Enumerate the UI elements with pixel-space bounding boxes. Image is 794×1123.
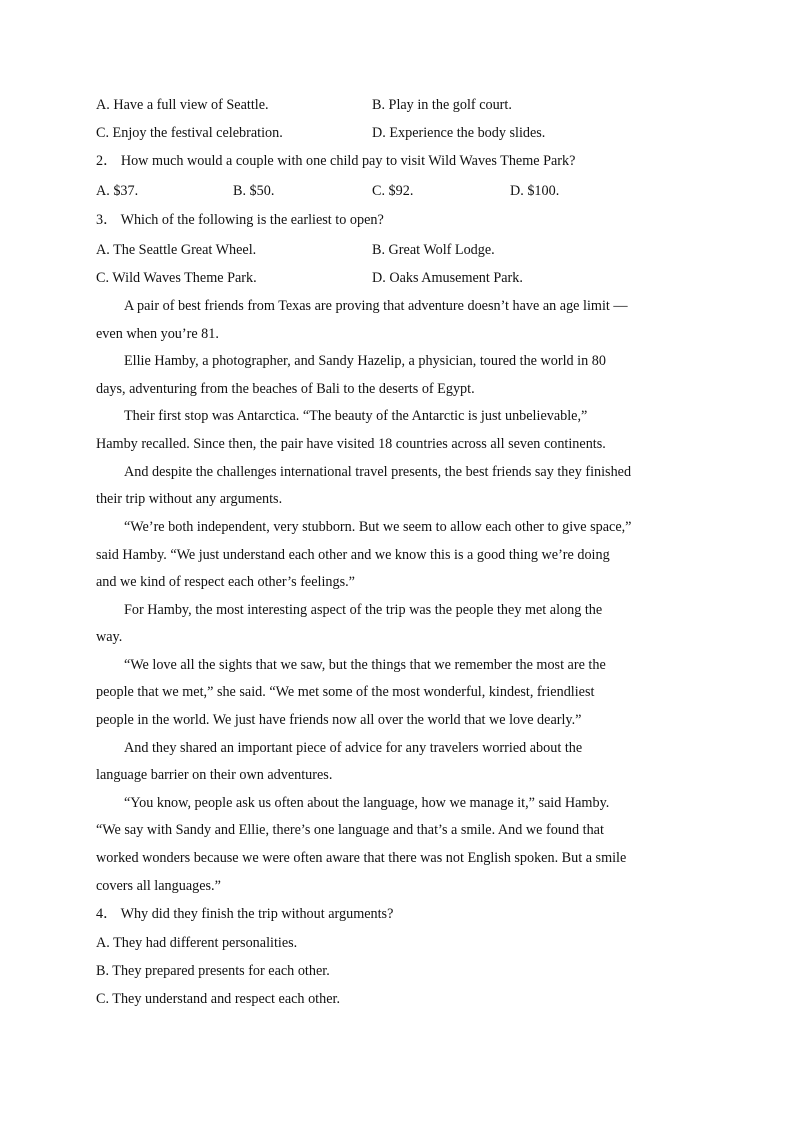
passage-line: and we kind of respect each other’s feelings.”: [96, 574, 355, 590]
passage-line: For Hamby, the most interesting aspect of the trip was the people they met along the: [124, 602, 603, 618]
passage-line: their trip without any arguments.: [96, 491, 283, 507]
q4-stem: 4． Why did they finish the trip without arguments?: [96, 906, 394, 922]
q1-option-c: C. Enjoy the festival celebration.: [96, 125, 283, 141]
q3-option-c: C. Wild Waves Theme Park.: [96, 270, 257, 286]
q4-option-a: A. They had different personalities.: [96, 935, 298, 951]
passage-line: And they shared an important piece of advice for any travelers worried about the: [124, 740, 583, 756]
q2-option-d: D. $100.: [510, 183, 560, 199]
passage-line: people in the world. We just have friends now all over the world that we love dearly.”: [96, 712, 582, 728]
q3-option-d: D. Oaks Amusement Park.: [372, 270, 523, 286]
passage-line: “We’re both independent, very stubborn. But we seem to allow each other to give space,”: [124, 519, 632, 535]
passage-line: A pair of best friends from Texas are proving that adventure doesn’t have an age limit —: [124, 298, 628, 314]
q4-option-b: B. They prepared presents for each other.: [96, 963, 330, 979]
q3-option-row-2: [96, 268, 706, 288]
passage-line: Ellie Hamby, a photographer, and Sandy Hazelip, a physician, toured the world in 80: [124, 353, 606, 369]
q2-option-a: A. $37.: [96, 183, 139, 199]
passage-line: “You know, people ask us often about the language, how we manage it,” said Hamby.: [124, 795, 610, 811]
passage-line: even when you’re 81.: [96, 326, 219, 342]
q1-option-b: B. Play in the golf court.: [372, 97, 512, 113]
passage-line: days, adventuring from the beaches of Bali to the deserts of Egypt.: [96, 381, 475, 397]
q3-option-row-1: [96, 240, 706, 260]
passage-line: “We say with Sandy and Ellie, there’s one language and that’s a smile. And we found that: [96, 822, 604, 838]
q3-option-a: A. The Seattle Great Wheel.: [96, 242, 257, 258]
passage-line: Their first stop was Antarctica. “The beauty of the Antarctic is just unbelievable,”: [124, 408, 588, 424]
q2-option-c: C. $92.: [372, 183, 414, 199]
passage-line: covers all languages.”: [96, 878, 221, 894]
passage-line: language barrier on their own adventures.: [96, 767, 333, 783]
passage-line: “We love all the sights that we saw, but the things that we remember the most are the: [124, 657, 606, 673]
passage-line: worked wonders because we were often aware that there was not English spoken. But a smile: [96, 850, 627, 866]
q3-option-b: B. Great Wolf Lodge.: [372, 242, 495, 258]
passage-line: people that we met,” she said. “We met some of the most wonderful, kindest, friendliest: [96, 684, 595, 700]
q3-stem: 3． Which of the following is the earliest to open?: [96, 212, 384, 228]
q1-option-d: D. Experience the body slides.: [372, 125, 546, 141]
q2-stem: 2． How much would a couple with one child pay to visit Wild Waves Theme Park?: [96, 153, 576, 169]
q2-option-b: B. $50.: [233, 183, 275, 199]
q4-option-c: C. They understand and respect each other.: [96, 991, 340, 1007]
q1-option-row-1: [96, 95, 706, 115]
passage-line: way.: [96, 629, 123, 645]
passage-line: Hamby recalled. Since then, the pair have visited 18 countries across all seven continents.: [96, 436, 606, 452]
q1-option-row-2: [96, 123, 706, 143]
passage-line: And despite the challenges international travel presents, the best friends say they finished: [124, 464, 632, 480]
q1-option-a: A. Have a full view of Seattle.: [96, 97, 269, 113]
passage-line: said Hamby. “We just understand each other and we know this is a good thing we’re doing: [96, 547, 610, 563]
